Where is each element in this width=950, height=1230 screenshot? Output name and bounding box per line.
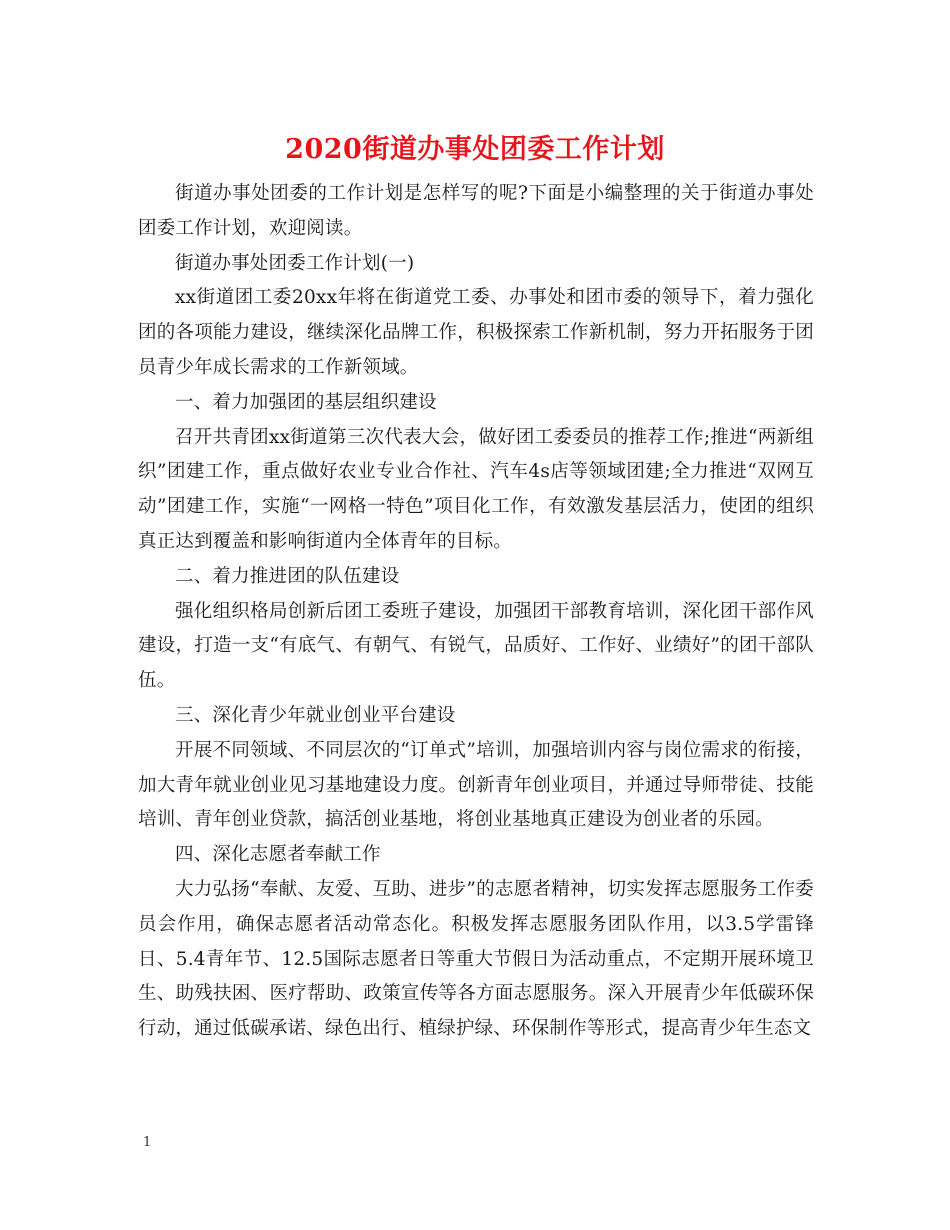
section-heading-3: 三、深化青少年就业创业平台建设 xyxy=(175,704,456,726)
section-paragraph-3: 开展不同领域、不同层次的“订单式”培训，加强培训内容与岗位需求的衔接，加大青年就业创业见习基地建设力度。创新青年创业项目，并通过导师带徒、技能培训、青年创业贷款，搞活创业基地，将创业基地真正建设为创业者的乐园。 xyxy=(138,739,814,831)
section-heading-4: 四、深化志愿者奉献工作 xyxy=(175,844,381,866)
section-paragraph-1: 召开共青团xx街道第三次代表大会，做好团工委委员的推荐工作;推进“两新组织”团建工作，重点做好农业专业合作社、汽车4s店等领域团建;全力推进“双网互动”团建工作，实施“一网格一特色”项目化工作，有效激发基层活力，使团的组织真正达到覆盖和影响街道内全体青年的目标。 xyxy=(138,426,814,552)
section-paragraph-2: 强化组织格局创新后团工委班子建设，加强团干部教育培训，深化团干部作风建设，打造一支“有底气、有朝气、有锐气，品质好、工作好、业绩好”的团干部队伍。 xyxy=(138,600,814,692)
overview-paragraph: xx街道团工委20xx年将在街道党工委、办事处和团市委的领导下，着力强化团的各项能力建设，继续深化品牌工作，积极探索工作新机制，努力开拓服务于团员青少年成长需求的工作新领域。 xyxy=(138,287,814,378)
page-number: 1 xyxy=(143,1135,152,1150)
intro-paragraph: 街道办事处团委的工作计划是怎样写的呢?下面是小编整理的关于街道办事处团委工作计划，欢迎阅读。 xyxy=(138,183,814,239)
document-body xyxy=(138,177,814,1047)
section-paragraph-4: 大力弘扬“奉献、友爱、互助、进步”的志愿者精神，切实发挥志愿服务工作委员会作用，确保志愿者活动常态化。积极发挥志愿服务团队作用，以3.5学雷锋日、5.4青年节、12.5国际志愿者日等重大节假日为活动重点，不定期开展环境卫生、助残扶困、医疗帮助、政策宣传等各方面志愿服务。深入开展青少年低碳环保行动，通过低碳承诺、绿色出行、植绿护绿、环保制作等形式，提高青少年生态文 xyxy=(138,878,814,1040)
section-heading-1: 一、着力加强团的基层组织建设 xyxy=(175,391,437,413)
plan-subtitle: 街道办事处团委工作计划(一) xyxy=(175,252,415,274)
document-title: 2020街道办事处团委工作计划 xyxy=(285,134,665,165)
section-heading-2: 二、着力推进团的队伍建设 xyxy=(175,565,400,587)
